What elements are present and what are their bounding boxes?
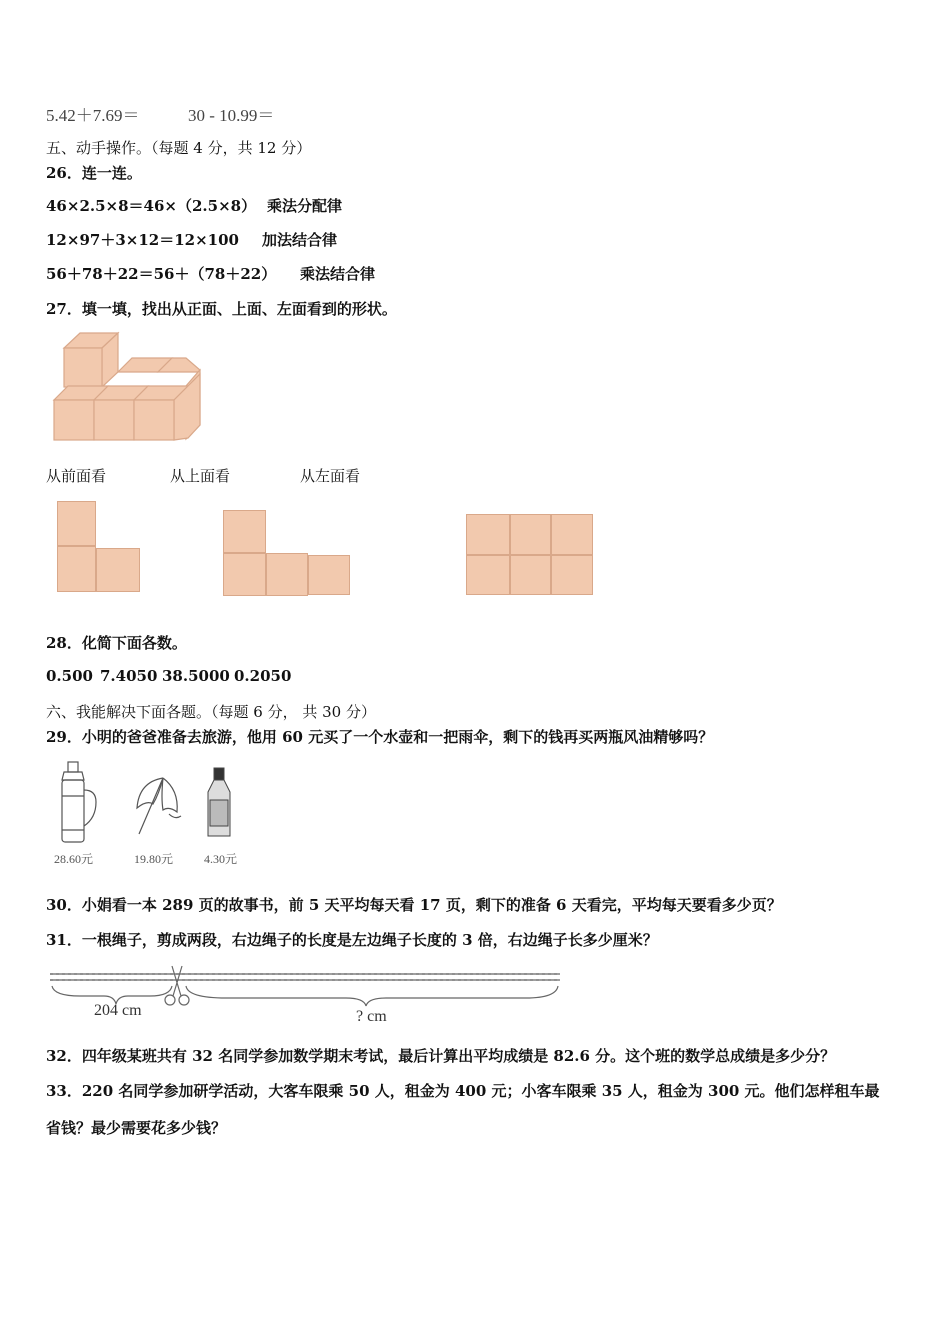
q31-text: 31．一根绳子，剪成两段，右边绳子的长度是左边绳子长度的 3 倍，右边绳子长多少厘米？ [46, 931, 658, 949]
q28-number-1: 0.500 [46, 667, 93, 685]
oil-bottle-icon [200, 766, 238, 842]
q30-text: 30．小娟看一本 289 页的故事书，前 5 天平均每天看 17 页，剩下的准备 6 天看完，平均每天要看多少页？ [46, 896, 782, 914]
umbrella-price: 19.80元 [134, 852, 174, 866]
q28-title: 28．化简下面各数。 [46, 634, 187, 652]
q26-law-2: 加法结合律 [262, 231, 338, 249]
q26-law-1: 乘法分配律 [267, 197, 343, 215]
square [223, 553, 266, 596]
q26-law-3: 乘法结合律 [300, 265, 376, 283]
umbrella-icon [133, 768, 185, 838]
q26-expr-3: 56＋78＋22＝56＋（78＋22） [46, 265, 277, 283]
section5-title: 五、动手操作。（每题 4 分，共 12 分） [46, 139, 312, 157]
square [466, 514, 510, 555]
oil-bottle-price: 4.30元 [204, 852, 238, 866]
q26-expr-2: 12×97＋3×12＝12×100 [46, 231, 239, 249]
calc-expr-1: 5.42＋7.69＝ [46, 106, 140, 125]
q33-text-line1: 33．220 名同学参加研学活动，大客车限乘 50 人，租金为 400 元；小客车限乘 35 人，租金为 300 元。他们怎样租车最 [46, 1082, 880, 1100]
square [57, 501, 96, 546]
cube-stack-figure [48, 330, 208, 445]
square [510, 555, 551, 595]
kettle-price: 28.60元 [54, 852, 94, 866]
square [308, 555, 350, 595]
q28-number-3: 38.5000 [162, 667, 230, 685]
square [266, 553, 308, 596]
q26-expr-1: 46×2.5×8＝46×（2.5×8） [46, 197, 257, 215]
q27-title: 27．填一填，找出从正面、上面、左面看到的形状。 [46, 300, 397, 318]
q32-text: 32．四年级某班共有 32 名同学参加数学期末考试，最后计算出平均成绩是 82.6 分。这个班的数学总成绩是多少分？ [46, 1047, 836, 1065]
square [551, 555, 593, 595]
square [223, 510, 266, 553]
view-label-top: 从上面看 [170, 467, 231, 485]
view-label-left: 从左面看 [300, 467, 361, 485]
q26-title: 26．连一连。 [46, 164, 142, 182]
calc-expr-2: 30 - 10.99＝ [188, 106, 275, 125]
q29-text: 29．小明的爸爸准备去旅游，他用 60 元买了一个水壶和一把雨伞，剩下的钱再买两瓶风油精够吗？ [46, 728, 714, 746]
square [510, 514, 551, 555]
square [551, 514, 593, 555]
rope-right-label: ? cm [356, 1008, 387, 1025]
square [96, 548, 140, 592]
rope-left-label: 204 cm [94, 1002, 142, 1019]
view-label-front: 从前面看 [46, 467, 107, 485]
kettle-icon [50, 760, 102, 848]
q28-number-4: 0.2050 [234, 667, 292, 685]
square [57, 546, 96, 592]
square [466, 555, 510, 595]
q33-text-line2: 省钱？最少需要花多少钱？ [46, 1119, 227, 1137]
q28-number-2: 7.4050 [100, 667, 158, 685]
section6-title: 六、我能解决下面各题。（每题 6 分， 共 30 分） [46, 703, 376, 721]
